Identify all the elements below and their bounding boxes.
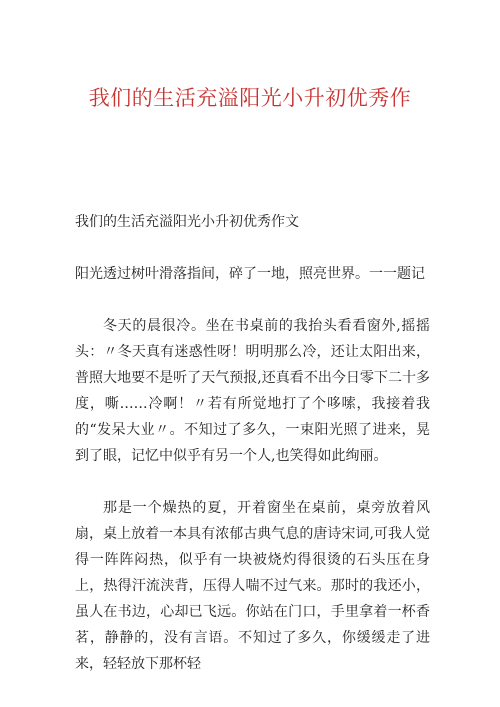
- paragraph-2: 那是一个燥热的夏，开着窗坐在桌前，桌旁放着风扇，桌上放着一本具有浓郁古典气息的唐诗宋词,可我人觉得一阵阵闷热，似乎有一块被烧灼得很烫的石头压在身上，热得汗流浃背，压得人喘不过气来。那时的我还小，虽人在书边，心却已飞远。你站在门口，手里拿着一杯香茗，静静的，没有言语。不知过了多久，你缓缓走了进来，轻轻放下那杯轻: [75, 500, 430, 672]
- document-subtitle: 我们的生活充溢阳光小升初优秀作文: [75, 214, 299, 230]
- document-title: 我们的生活充溢阳光小升初优秀作: [88, 86, 412, 110]
- paragraph-1: 冬天的晨很冷。坐在书桌前的我抬头看看窗外,摇摇头：〃冬天真有迷惑性呀！明明那么冷，还让太阳出来，普照大地要不是听了天气预报,还真看不出今日零下二十多度，嘶……冷啊！〃若有所觉地打了个哆嗦，我接着我的“发呆大业〃。不知过了多久，一束阳光照了进来，晃到了眼，记忆中似乎有另一个人,也笑得如此绚丽。: [75, 318, 430, 464]
- epigraph: 阳光透过树叶滑落指间，碎了一地，照亮世界。一一题记: [75, 266, 425, 282]
